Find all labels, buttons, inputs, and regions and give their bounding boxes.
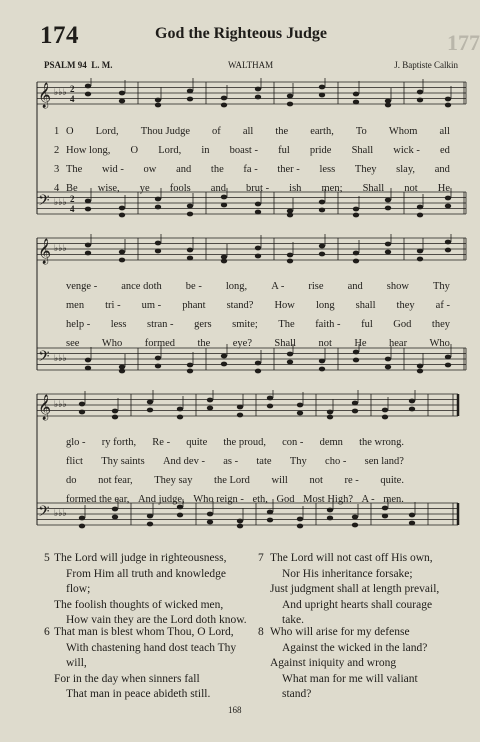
lyric-syllable: They say [154,475,193,486]
lyric-syllable: The [278,319,295,330]
lyric-syllable: they [396,300,415,311]
verse-number: 5 [44,552,50,564]
lyric-syllable: boast - [229,145,258,156]
verse-7: The Lord will not cast off His own, Nor His inheritance forsake; Just judgment shall at length prevail, And upright hearts shall courage take. [270,552,440,626]
svg-text:4: 4 [70,94,75,104]
bass-staff [0,344,470,384]
lyric-syllable: Thy [432,281,450,292]
lyric-syllable: God [393,319,412,330]
lyric-syllable: tate [256,456,272,467]
verse-5: The Lord will judge in righteousness, From Him all truth and knowledge flow; The foolish thoughts of wicked men, How vain they are the Lord doth know. [54,552,247,626]
lyric-syllable: eth, [252,494,268,505]
verse-number: 8 [258,626,264,638]
bass-staff [0,499,470,539]
lyric-syllable: A - [361,494,375,505]
lyric-syllable: eye? [232,338,252,349]
lyric-syllable: God [276,494,295,505]
lyric-syllable: rise [308,281,324,292]
lyric-syllable: Who [429,338,450,349]
lyric-syllable: wick - [393,145,420,156]
lyric-syllable: Thou Judge [140,126,190,137]
hymn-title: God the Righteous Judge [155,25,328,42]
composer: J. Baptiste Calkin [394,60,458,70]
lyric-syllable: in [201,145,210,156]
lyric-line [66,456,404,467]
lyric-syllable: To [355,126,367,137]
lyric-syllable: brut - [246,183,270,194]
lyric-syllable: How [274,300,295,311]
page-number: 168 [228,705,242,715]
svg-text:𝄢: 𝄢 [38,192,50,213]
hymn-number: 174 [40,22,79,49]
lyric-syllable: flict [66,456,83,467]
treble-staff [0,78,470,118]
svg-text:♭♭♭: ♭♭♭ [54,243,67,253]
lyric-syllable: formed the ear, [66,494,130,505]
lyric-syllable: Thy [289,456,307,467]
lyric-syllable: demn [319,437,343,448]
lyric-line [66,475,404,486]
lyric-syllable: wid - [102,164,124,175]
svg-text:2: 2 [70,84,75,94]
svg-text:♭♭♭: ♭♭♭ [54,197,67,207]
lyric-syllable: af - [435,300,450,311]
lyric-syllable: hear [389,338,408,349]
svg-text:♭♭♭: ♭♭♭ [54,353,67,363]
lyric-syllable: How long, [66,145,111,156]
svg-text:♭♭♭: ♭♭♭ [54,87,67,97]
lyric-syllable: Whom [388,126,418,137]
lyric-line [66,437,404,448]
lyric-syllable: faith - [315,319,341,330]
lyric-syllable: of [212,126,221,137]
lyric-syllable: shall [355,300,376,311]
svg-text:♭♭♭: ♭♭♭ [54,508,67,518]
lyric-syllable: Thy saints [101,456,145,467]
lyric-syllable: ful [278,145,290,156]
lyric-syllable: cho - [325,456,347,467]
lyric-line [66,183,450,194]
lyric-line [66,145,450,156]
lyric-syllable: earth, [310,126,334,137]
svg-text:𝄞: 𝄞 [38,395,52,420]
lyric-syllable: ther - [277,164,300,175]
lyric-syllable: men [66,300,85,311]
lyric-syllable: Lord, [95,126,119,137]
lyric-syllable: ye [139,183,150,194]
svg-text:𝄞: 𝄞 [38,239,52,264]
lyric-syllable: the Lord [214,475,250,486]
lyric-syllable: Lord, [158,145,182,156]
lyric-syllable: Shall [274,338,297,349]
lyric-syllable: long, [225,281,248,292]
lyric-verse-number: 1 [54,126,60,137]
lyric-syllable: stran - [147,319,174,330]
lyric-line [66,164,450,175]
lyric-syllable: ance doth [121,281,162,292]
lyric-syllable: quite. [380,475,404,486]
lyric-syllable: show [386,281,409,292]
lyric-syllable: as - [223,456,239,467]
lyric-syllable: the [197,338,211,349]
lyric-line [66,300,450,311]
lyric-syllable: will [271,475,288,486]
lyric-syllable: Shall [351,145,374,156]
lyric-syllable: sen land? [364,456,404,467]
svg-text:𝄞: 𝄞 [38,83,52,108]
lyric-syllable: the proud, [223,437,266,448]
lyric-syllable: O [130,145,139,156]
lyric-line [66,494,404,505]
next-page-edge-number: 177 [447,30,480,55]
lyric-syllable: ful [361,319,373,330]
svg-text:𝄢: 𝄢 [38,503,50,524]
lyric-syllable: the wrong. [359,437,404,448]
system-barline [0,82,40,222]
lyric-syllable: all [242,126,254,137]
svg-text:♭♭♭: ♭♭♭ [54,399,67,409]
lyric-syllable: They [354,164,377,175]
lyric-syllable: and [347,281,363,292]
lyric-syllable: all [439,126,450,137]
lyric-syllable: and [434,164,450,175]
lyric-syllable: stand? [226,300,254,311]
verse-number: 6 [44,626,50,638]
treble-staff [0,234,470,274]
svg-text:𝄢: 𝄢 [38,348,50,369]
lyric-syllable: ow [143,164,157,175]
lyric-syllable: and [176,164,192,175]
verse-6: That man is blest whom Thou, O Lord, With chastening hand dost teach Thy will, For in the day when sinners fall That man in peace abideth still. [54,626,237,700]
lyric-syllable: not [404,183,418,194]
lyric-syllable: con - [282,437,304,448]
lyric-syllable: venge - [66,281,98,292]
verse-number: 7 [258,552,264,564]
lyric-syllable: quite [186,437,208,448]
lyric-syllable: O [66,126,74,137]
lyric-syllable: men; [321,183,343,194]
lyric-syllable: smite; [232,319,258,330]
lyric-syllable: the [275,126,289,137]
lyric-line [66,338,450,349]
lyric-syllable: Who [101,338,123,349]
lyric-syllable: Be [66,183,78,194]
system-barline [0,238,40,378]
lyric-syllable: men. [383,494,404,505]
lyric-syllable: be - [185,281,202,292]
lyric-syllable: less [110,319,127,330]
lyric-syllable: fools [169,183,191,194]
lyric-syllable: slay, [396,164,416,175]
svg-text:2: 2 [70,194,75,204]
bass-staff [0,188,470,228]
lyric-syllable: less [319,164,336,175]
lyric-syllable: wise, [97,183,120,194]
lyric-syllable: formed [144,338,176,349]
svg-text:4: 4 [70,204,75,214]
lyric-syllable: glo - [66,437,86,448]
lyric-syllable: And dev - [162,456,205,467]
lyric-verse-number: 4 [54,183,60,194]
lyric-verse-number: 2 [54,145,60,156]
lyric-syllable: long [315,300,335,311]
lyric-syllable: phant [182,300,206,311]
lyric-line [66,319,450,330]
verse-8: Who will arise for my defense Against the wicked in the land? Against iniquity and wrong What man for me will valiant stand? [270,626,428,700]
lyric-syllable: And judge, [137,494,185,505]
lyric-syllable: um - [141,300,162,311]
lyric-syllable: do [66,475,77,486]
lyric-syllable: pride [309,145,332,156]
tune-name: WALTHAM [228,60,274,70]
lyric-syllable: re - [344,475,359,486]
lyric-syllable: ry forth, [101,437,137,448]
lyric-syllable: not [318,338,332,349]
lyric-syllable: they [431,319,450,330]
lyric-syllable: and [210,183,226,194]
lyric-line [66,126,450,137]
lyric-syllable: Who reign - [193,494,244,505]
lyric-syllable: A - [271,281,285,292]
lyric-syllable: the [210,164,224,175]
lyric-syllable: He [437,183,450,194]
lyric-syllable: He [354,338,367,349]
lyric-syllable: ish [289,183,302,194]
lyric-syllable: see [66,338,80,349]
lyric-syllable: tri - [105,300,121,311]
system-barline [0,394,40,533]
lyric-syllable: not fear, [98,475,133,486]
lyric-syllable: ed [439,145,450,156]
lyric-syllable: help - [66,319,91,330]
lyric-syllable: not [309,475,323,486]
psalm-reference: PSALM 94 L. M. [44,60,113,70]
lyric-syllable: fa - [243,164,258,175]
lyric-syllable: The [66,164,83,175]
lyric-line [66,281,450,292]
lyric-verse-number: 3 [54,164,60,175]
lyric-syllable: Most High? [303,494,353,505]
lyric-syllable: Shall [362,183,385,194]
lyric-syllable: Re - [152,437,171,448]
lyric-syllable: gers [194,319,212,330]
treble-staff [0,390,470,430]
